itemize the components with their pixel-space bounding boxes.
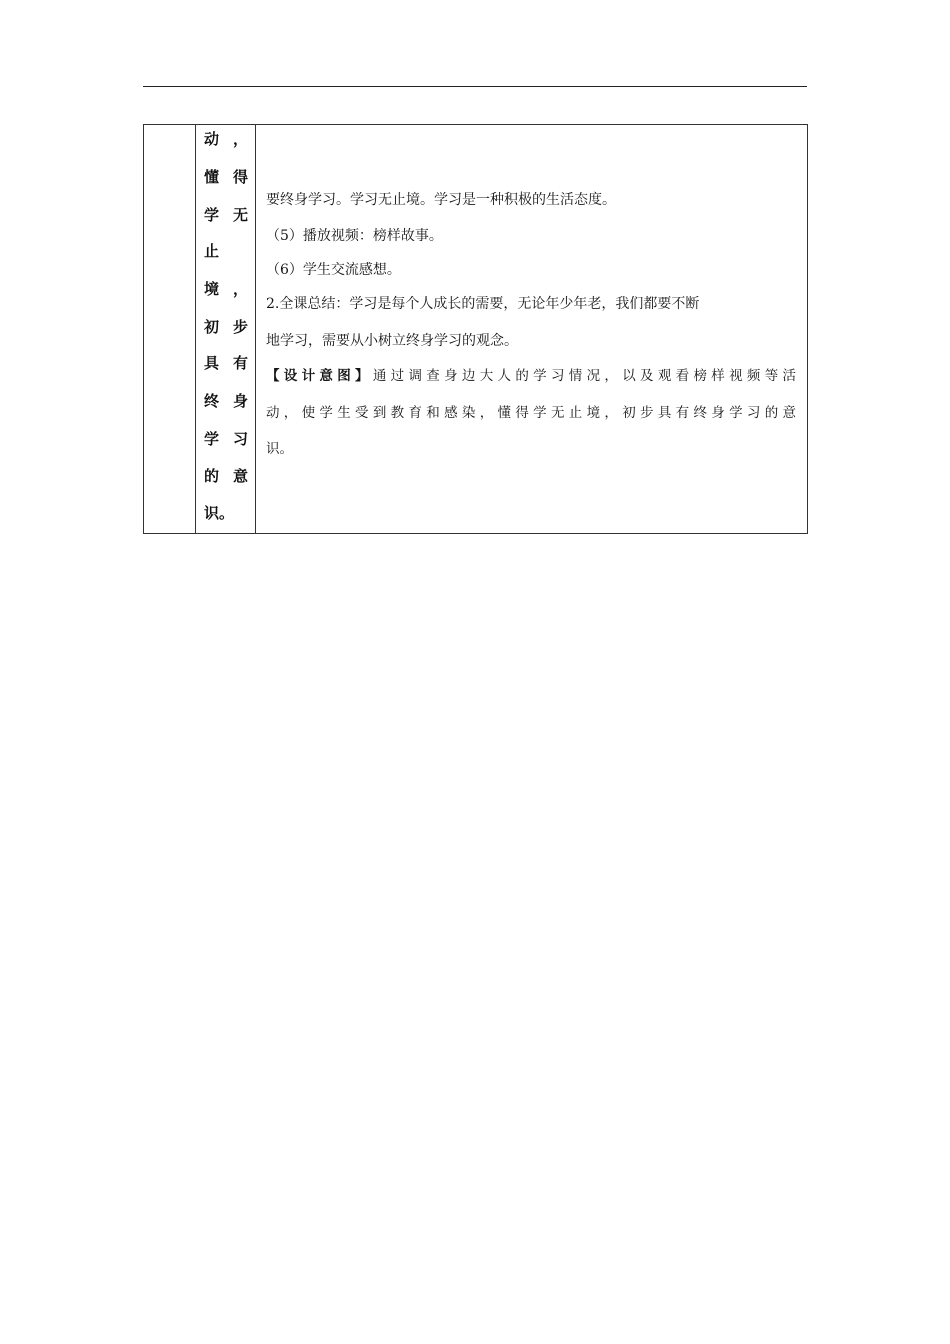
content-line: 要终身学习。学习无止境。学习是一种积极的生活态度。 [266,192,616,208]
goal-line: 识。 [204,504,235,522]
goal-line: 的意 [204,467,248,485]
stage-cell [144,125,196,534]
goal-line: 具有 [204,354,248,372]
goal-line: 懂得 [204,168,248,186]
content-line: 2.全课总结：学习是每个人成长的需要，无论年少年老，我们都要不断 [266,296,700,312]
content-line: （6）学生交流感想。 [266,262,401,278]
content-cell [256,125,808,534]
table-row [144,125,808,534]
goal-line: 止 [204,242,220,260]
content-line: （5）播放视频：榜样故事。 [266,228,443,244]
goal-line: 学习 [204,430,248,448]
goal-line: 动， [204,130,248,148]
goal-line: 境， [204,280,248,298]
content-line: 地学习，需要从小树立终身学习的观念。 [266,333,518,349]
design-intent-line: 识。 [266,441,293,457]
lesson-table [143,124,808,534]
design-intent-label: 【设计意图】 [266,368,373,384]
design-intent-line [266,365,796,387]
design-intent-line: 动，使学生受到教育和感染，懂得学无止境，初步具有终身学习的意 [266,405,796,421]
design-intent-text: 通过调查身边大人的学习情况，以及观看榜样视频等活 [372,368,797,384]
goal-line: 学无 [204,206,248,224]
header-rule [143,86,807,87]
goal-line: 初步 [204,318,248,336]
goal-cell [196,125,256,534]
goal-line: 终身 [204,392,248,410]
